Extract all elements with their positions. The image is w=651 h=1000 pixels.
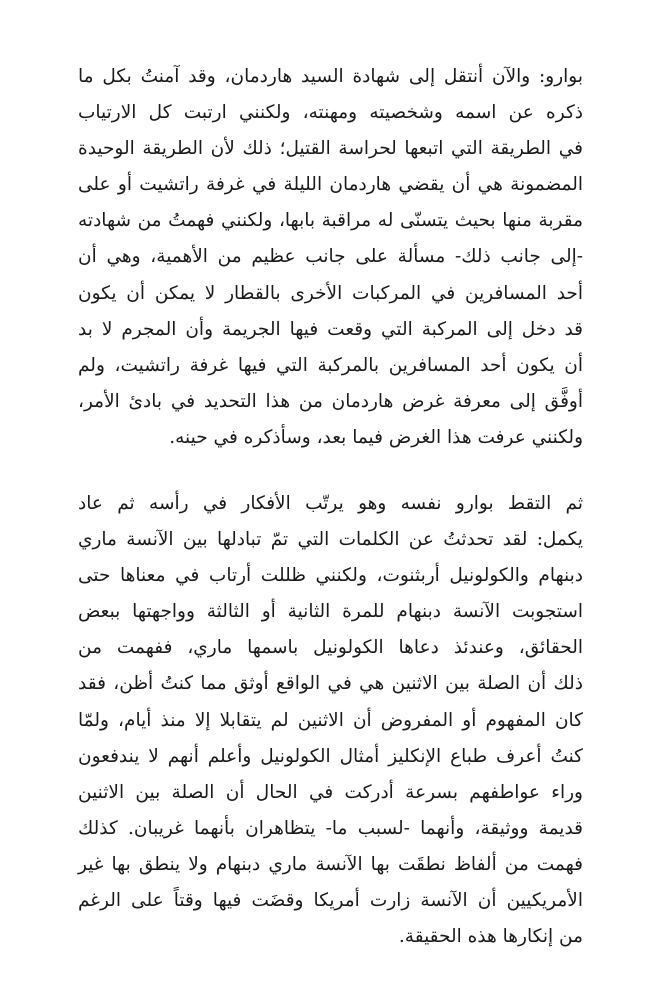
- text-line: قد دخل إلى المركبة التي وقعت فيها الجريمة وأن المجرم لا بد: [78, 318, 583, 340]
- paragraph-2: [78, 486, 583, 955]
- text-line: المضمونة هي أن يقضي هاردمان الليلة في غرفة راتشيت أو على: [78, 174, 583, 196]
- text-line: ذلك أن الصلة بين الاثنين هي في الواقع أوثق مما كنتُ أظن، فقد: [78, 673, 583, 695]
- text-line: من إنكارها هذه الحقيقة.: [398, 926, 583, 948]
- text-line: أوفَّق إلى معرفة غرض هاردمان من هذا التحديد في بادئ الأمر،: [78, 390, 583, 412]
- text-line: ذكره عن اسمه وشخصيته ومهنته، ولكنني ارتبت كل الارتياب: [78, 102, 583, 124]
- text-line: قديمة ووثيقة، وأنهما -لسبب ما- يتظاهران بأنهما غريبان. كذلك: [78, 817, 583, 839]
- text-line: الحقائق، وعندئذ دعاها الكولونيل باسمها ماري، ففهمت من: [78, 637, 583, 659]
- text-line: يكمل: لقد تحدثتُ عن الكلمات التي تمّ تبادلها بين الآنسة ماري: [78, 529, 583, 551]
- text-line: استجوبت الآنسة دبنهام للمرة الثانية أو الثالثة وواجهتها ببعض: [78, 601, 583, 623]
- text-line: ولكنني عرفت هذا الغرض فيما بعد، وسأذكره في حينه.: [169, 426, 583, 448]
- text-line: فهمت من ألفاظ نطقَت بها الآنسة ماري دبنهام ولا ينطق بها غير: [78, 853, 583, 875]
- text-line: في الطريقة التي اتبعها لحراسة القتيل؛ ذلك لأن الطريقة الوحيدة: [78, 138, 583, 160]
- paragraph-1: [78, 59, 583, 456]
- text-line: وراء عواطفهم بسرعة أدركت في الحال أن الصلة بين الاثنين: [78, 781, 583, 803]
- text-line: بوارو: والآن أنتقل إلى شهادة السيد هاردمان، وقد آمنتُ بكل ما: [78, 66, 583, 87]
- text-line: أن يكون أحد المسافرين بالمركبة التي فيها غرفة راتشيت، ولم: [78, 354, 583, 376]
- text-line: -إلى جانب ذلك- مسألة على جانب عظيم من الأهمية، وهي أن: [78, 246, 583, 268]
- text-line: ثم التقط بوارو نفسه وهو يرتّب الأفكار في رأسه ثم عاد: [78, 493, 583, 514]
- text-line: كنتُ أعرف طباع الإنكليز أمثال الكولونيل وأعلم أنهم لا يندفعون: [78, 745, 583, 767]
- text-line: الأمريكيين أن الآنسة زارت أمريكا وقضَت فيها وقتاً على الرغم: [78, 890, 583, 912]
- text-line: دبنهام والكولونيل أربثنوت، ولكنني ظللت أرتاب في معناها حتى: [78, 565, 583, 587]
- text-line: مقربة منها بحيث يتسنّى له مراقبة بابها، ولكنني فهمتُ من شهادته: [78, 210, 583, 232]
- text-line: أحد المسافرين في المركبات الأخرى بالقطار لا يمكن أن يكون: [78, 282, 583, 304]
- text-line: كان المفهوم أو المفروض أن الاثنين لم يتقابلا إلا منذ أيام، ولمّا: [78, 709, 583, 731]
